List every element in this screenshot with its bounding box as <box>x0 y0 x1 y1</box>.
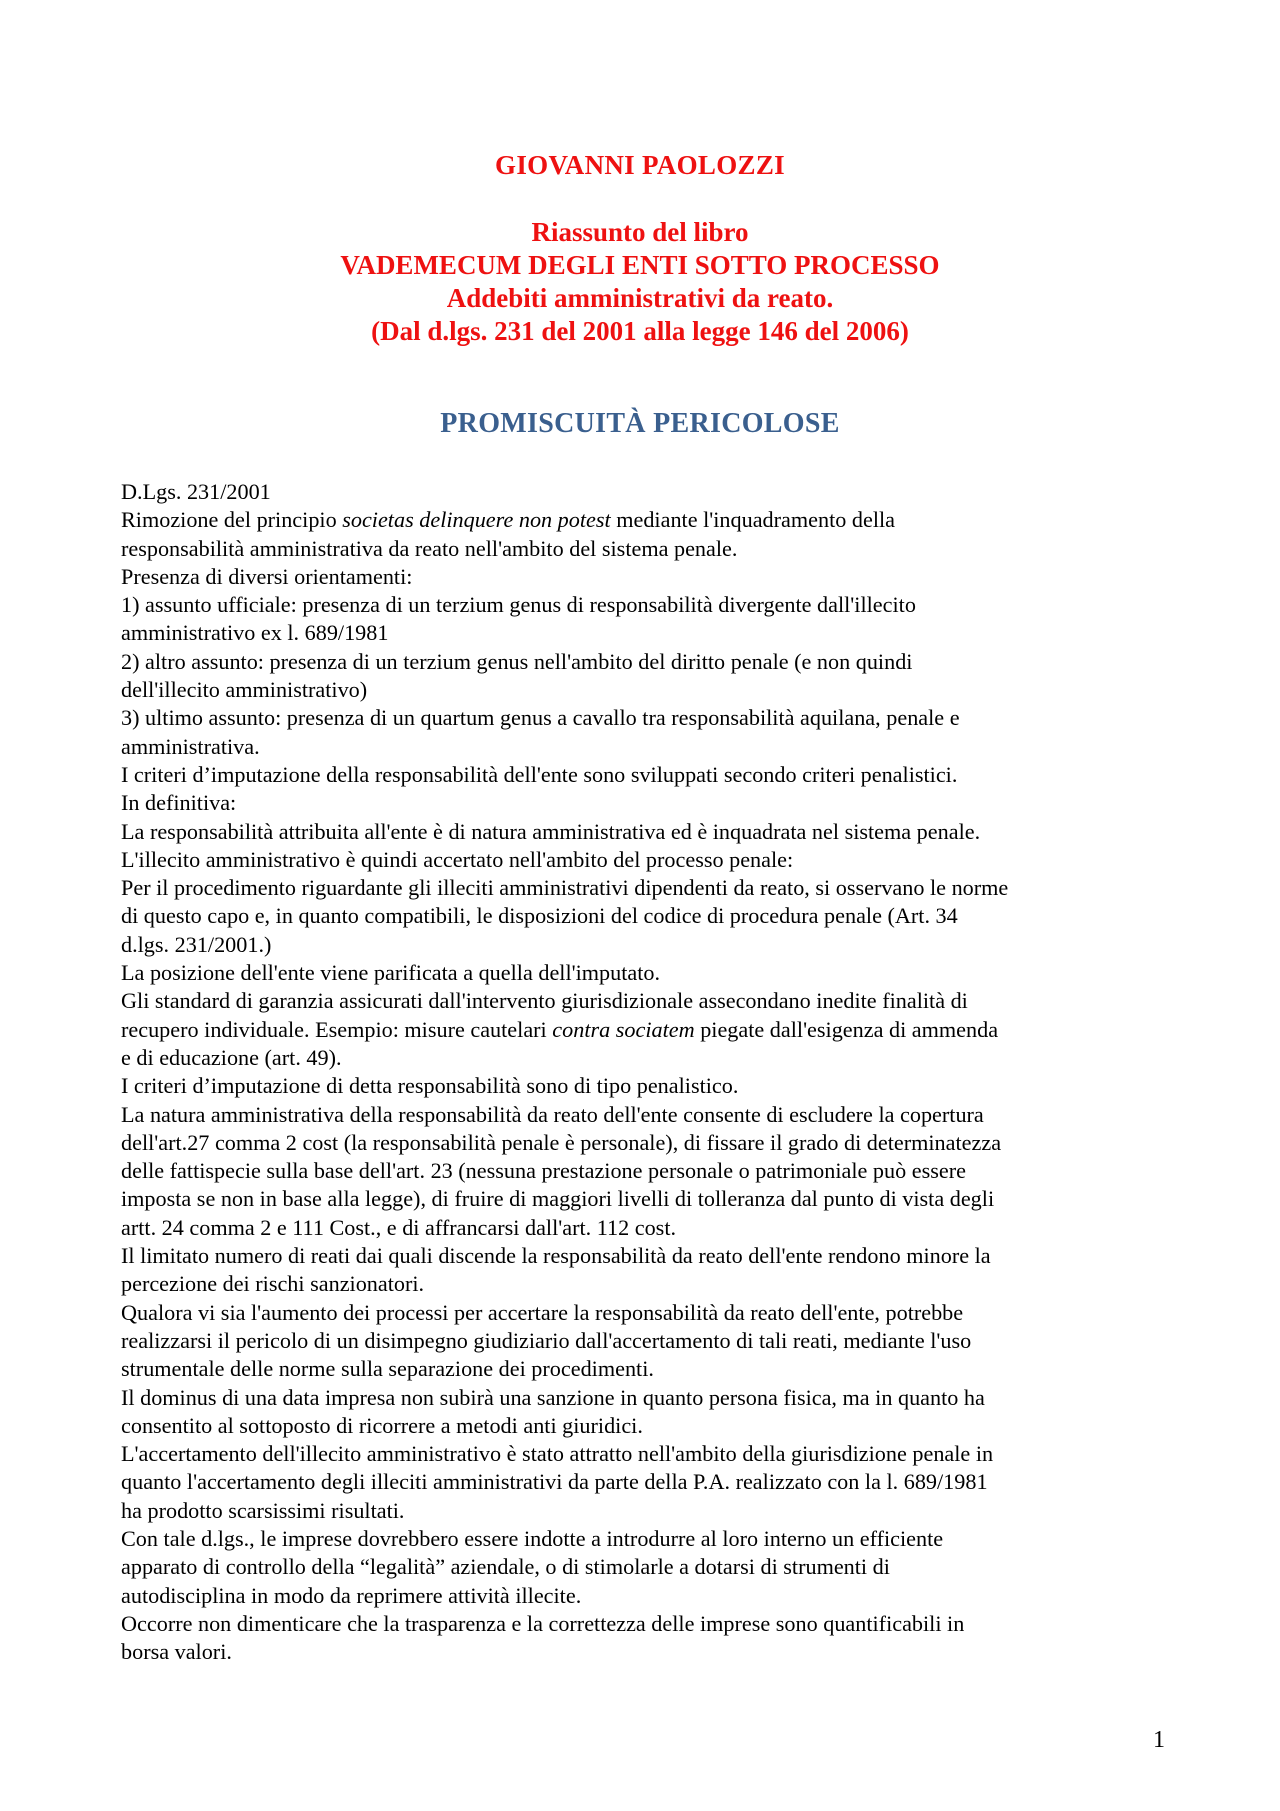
text-line: borsa valori. <box>121 1639 232 1665</box>
text-line: Per il procedimento riguardante gli illeciti amministrativi dipendenti da reato, si osservano le norme <box>121 875 1009 901</box>
text-line: Il dominus di una data impresa non subirà una sanzione in quanto persona fisica, ma in quanto ha <box>121 1384 985 1410</box>
text-line <box>121 1016 1171 1044</box>
text-line: apparato di controllo della “legalità” aziendale, o di stimolarle a dotarsi di strumenti di <box>121 1554 890 1580</box>
section-title: PROMISCUITÀ PERICOLOSE <box>440 408 840 439</box>
text-line: amministrativa. <box>121 733 260 759</box>
text-line: La responsabilità attribuita all'ente è di natura amministrativa ed è inquadrata nel sistema penale. <box>121 818 981 844</box>
text-line: artt. 24 comma 2 e 111 Cost., e di affrancarsi dall'art. 112 cost. <box>121 1214 677 1240</box>
text-line: delle fattispecie sulla base dell'art. 23 (nessuna prestazione personale o patrimoniale può essere <box>121 1158 966 1184</box>
text-line: consentito al sottoposto di ricorrere a metodi anti giuridici. <box>121 1412 643 1438</box>
title-line-1: Riassunto del libro <box>531 217 749 247</box>
italic-phrase: societas delinquere non potest <box>342 507 611 533</box>
book-title-block <box>0 216 1280 348</box>
title-line-3: Addebiti amministrativi da reato. <box>446 283 834 313</box>
text-line: La posizione dell'ente viene parificata a quella dell'imputato. <box>121 960 661 986</box>
text-line: I criteri d’imputazione della responsabilità dell'ente sono sviluppati secondo criteri penalistici. <box>121 761 958 787</box>
title-line-2: VADEMECUM DEGLI ENTI SOTTO PROCESSO <box>340 250 940 280</box>
text-line: D.Lgs. 231/2001 <box>121 479 271 504</box>
text-line <box>121 506 1171 534</box>
text-line: 2) altro assunto: presenza di un terzium genus nell'ambito del diritto penale (e non quindi <box>121 648 913 674</box>
text-line: Qualora vi sia l'aumento dei processi per accertare la responsabilità da reato dell'ente, potrebbe <box>121 1299 964 1325</box>
text-line: In definitiva: <box>121 790 237 816</box>
text-line: Gli standard di garanzia assicurati dall'intervento giurisdizionale assecondano inedite finalità di <box>121 988 968 1014</box>
text-line: e di educazione (art. 49). <box>121 1044 342 1070</box>
text-line: dell'art.27 comma 2 cost (la responsabilità penale è personale), di fissare il grado di determinatezza <box>121 1129 1002 1155</box>
author-name: GIOVANNI PAOLOZZI <box>495 150 785 180</box>
text-line: Con tale d.lgs., le imprese dovrebbero essere indotte a introdurre al loro interno un efficiente <box>121 1525 944 1551</box>
text-line: I criteri d’imputazione di detta responsabilità sono di tipo penalistico. <box>121 1073 739 1099</box>
text-span: mediante l'inquadramento della <box>610 507 896 533</box>
italic-phrase: contra sociatem <box>552 1016 695 1042</box>
text-line: L'illecito amministrativo è quindi accertato nell'ambito del processo penale: <box>121 846 794 872</box>
text-line: ha prodotto scarsissimi risultati. <box>121 1497 405 1523</box>
text-line: realizzarsi il pericolo di un disimpegno giudiziario dall'accertamento di tali reati, mediante l'uso <box>121 1327 972 1353</box>
text-line: L'accertamento dell'illecito amministrativo è stato attratto nell'ambito della giurisdizione penale in <box>121 1441 994 1467</box>
text-line: Occorre non dimenticare che la trasparenza e la correttezza delle imprese sono quantificabili in <box>121 1610 965 1636</box>
text-span: recupero individuale. Esempio: misure cautelari <box>121 1016 553 1042</box>
page-number: 1 <box>1153 1727 1165 1753</box>
text-line: autodisciplina in modo da reprimere attività illecite. <box>121 1582 582 1608</box>
text-line: di questo capo e, in quanto compatibili, le disposizioni del codice di procedura penale (Art. 34 <box>121 903 958 929</box>
text-line: d.lgs. 231/2001.) <box>121 931 272 957</box>
text-line: 1) assunto ufficiale: presenza di un terzium genus di responsabilità divergente dall'illecito <box>121 592 916 618</box>
body-text <box>121 478 1171 1666</box>
text-line: amministrativo ex l. 689/1981 <box>121 620 389 646</box>
text-line: La natura amministrativa della responsabilità da reato dell'ente consente di escludere la copertura <box>121 1101 984 1127</box>
text-line: imposta se non in base alla legge), di fruire di maggiori livelli di tolleranza dal punto di vista degli <box>121 1186 995 1212</box>
text-line: Il limitato numero di reati dai quali discende la responsabilità da reato dell'ente rendono minore la <box>121 1243 991 1269</box>
text-line: responsabilità amministrativa da reato nell'ambito del sistema penale. <box>121 535 738 561</box>
text-span: piegate dall'esigenza di ammenda <box>694 1016 999 1042</box>
title-line-4: (Dal d.lgs. 231 del 2001 alla legge 146 del 2006) <box>371 316 909 346</box>
text-line: dell'illecito amministrativo) <box>121 677 368 703</box>
text-span: Rimozione del principio <box>121 507 343 533</box>
text-line: Presenza di diversi orientamenti: <box>121 563 413 589</box>
text-line: quanto l'accertamento degli illeciti amministrativi da parte della P.A. realizzato con la l. 689/1981 <box>121 1469 988 1495</box>
text-line: percezione dei rischi sanzionatori. <box>121 1271 425 1297</box>
text-line: strumentale delle norme sulla separazione dei procedimenti. <box>121 1356 654 1382</box>
text-line: 3) ultimo assunto: presenza di un quartum genus a cavallo tra responsabilità aquilana, penale e <box>121 705 960 731</box>
